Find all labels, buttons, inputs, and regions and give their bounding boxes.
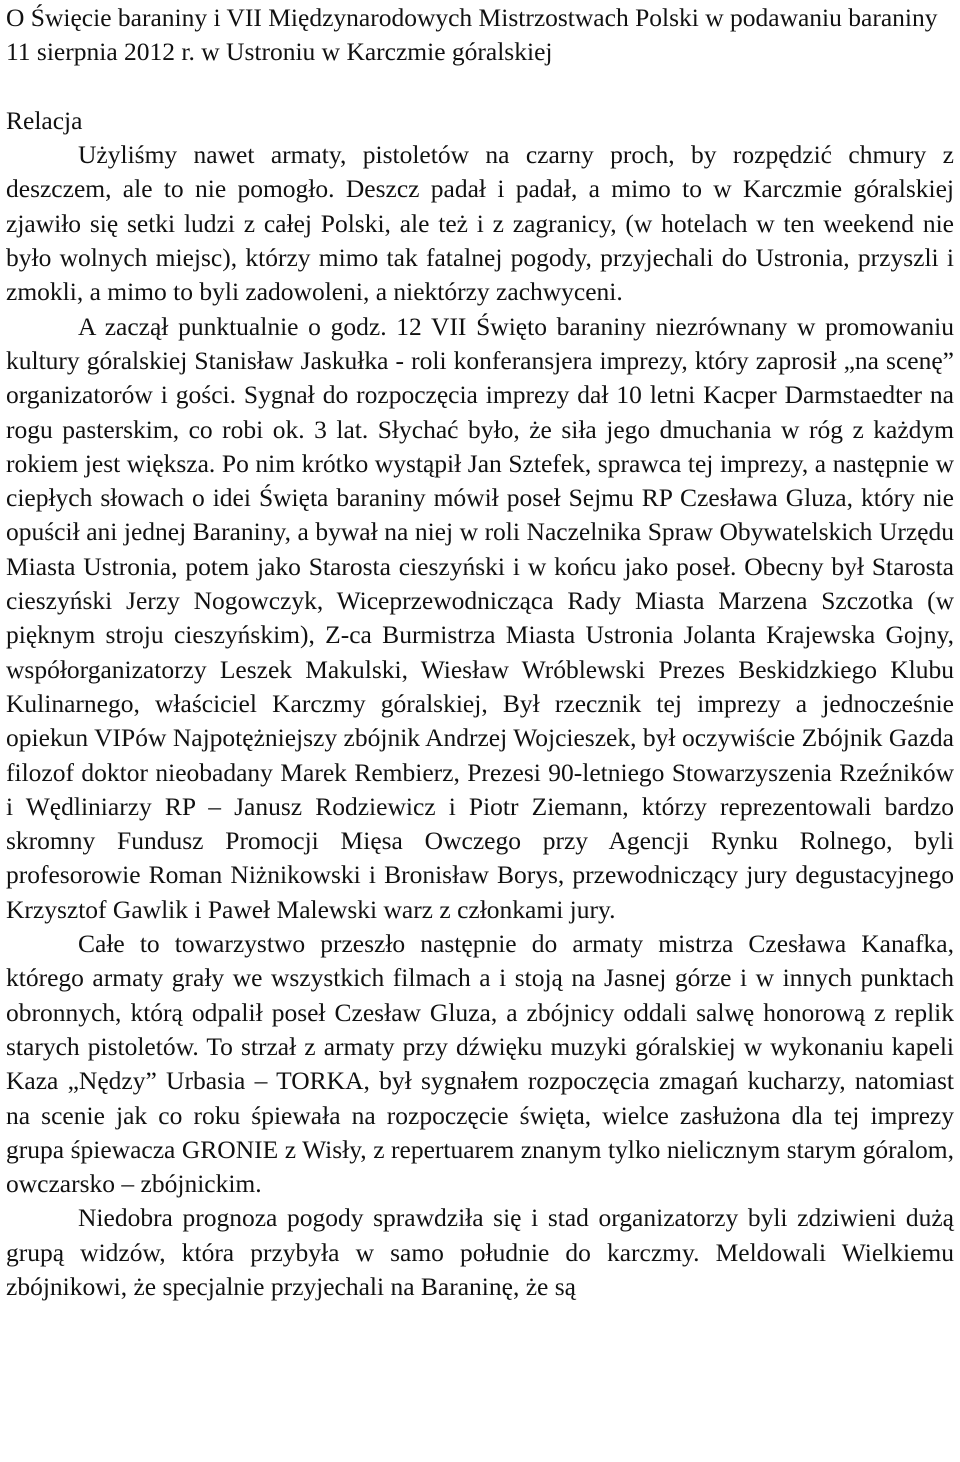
paragraph-2: A zaczął punktualnie o godz. 12 VII Święto baraniny niezrównany w promowaniu kultury góralskiej Stanisław Jaskułka - roli konferansjera imprezy, który zaprosił „na scenę” organizatorów i gości. Sygnał do rozpoczęcia imprezy dał 10 letni Kacper Darmstaedter na rogu pasterskim, co robi ok. 3 lat. Słychać było, że siła jego dmuchania w róg z każdym rokiem jest większa. Po nim krótko wystąpił Jan Sztefek, sprawca tej imprezy, a następnie w ciepłych słowach o idei Święta baraniny mówił poseł Sejmu RP Czesława Gluza, który nie opuścił ani jednej Baraniny, a bywał na niej w roli Naczelnika Spraw Obywatelskich Urzędu Miasta Ustronia, potem jako Starosta cieszyński i w końcu jako poseł. Obecny był Starosta cieszyński Jerzy Nogowczyk, Wiceprzewodnicząca Rady Miasta Marzena Szczotka (w pięknym stroju cieszyńskim), Z-ca Burmistrza Miasta Ustronia Jolanta Krajewska Gojny, współorganizatorzy Leszek Makulski, Wiesław Wróblewski Prezes Beskidzkiego Klubu Kulinarnego, właściciel Karczmy góralskiej, Był rzecznik tej imprezy a jednocześnie opiekun VIPów Najpotężniejszy zbójnik Andrzej Wojcieszek, był oczywiście Zbójnik Gazda filozof doktor nieobadany Marek Rembierz, Prezesi 90-letniego Stowarzyszenia Rzeźników i Wędliniarzy RP – Janusz Rodziewicz i Piotr Ziemann, którzy reprezentowali bardzo skromny Fundusz Promocji Mięsa Owczego przy Agencji Rynku Rolnego, byli profesorowie Roman Niżnikowski i Bronisław Borys, przewodniczący jury degustacyjnego Krzysztof Gawlik i Paweł Malewski warz z członkami jury.: [6, 311, 954, 924]
section-label: Relacja: [6, 105, 83, 135]
paragraph-3: Całe to towarzystwo przeszło następnie do armaty mistrza Czesława Kanafka, którego armaty grały we wszystkich filmach a i stoją na Jasnej górze i w innych punktach obronnych, którą odpalił poseł Czesław Gluza, a zbójnicy oddali salwę honorową z replik starych pistoletów. To strzał z armaty przy dźwięku muzyki góralskiej w wykonaniu kapeli Kaza „Nędzy” Urbasia – TORKA, był sygnałem rozpoczęcia zmagań kucharzy, natomiast na scenie jak co roku śpiewała na rozpoczęcie święta, wielce zasłużona dla tej imprezy grupa śpiewacza GRONIE z Wisły, z repertuarem znanym tylko nielicznym starym góralom, owczarsko – zbójnickim.: [6, 929, 954, 1199]
blank-line: [6, 70, 954, 104]
document-title: O Święcie baraniny i VII Międzynarodowych Mistrzostwach Polski w podawaniu baraniny 11 sierpnia 2012 r. w Ustroniu w Karczmie góralskiej: [6, 3, 938, 67]
document-page: [6, 0, 954, 1304]
paragraph-1: Użyliśmy nawet armaty, pistoletów na czarny proch, by rozpędzić chmury z deszczem, ale to nie pomogło. Deszcz padał i padał, a mimo to w Karczmie góralskiej zjawiło się setki ludzi z całej Polski, ale też i z zagranicy, (w hotelach w ten weekend nie było wolnych miejsc), którzy mimo tak fatalnej pogody, przyjechali do Ustronia, przyszli i zmokli, a mimo to byli zadowoleni, a niektórzy zachwyceni.: [6, 140, 954, 307]
paragraph-4: Niedobra prognoza pogody sprawdziła się i stad organizatorzy byli zdziwieni dużą grupą widzów, która przybyła w samo południe do karczmy. Meldowali Wielkiemu zbójnikowi, że specjalnie przyjechali na Baraninę, że są: [6, 1203, 954, 1301]
